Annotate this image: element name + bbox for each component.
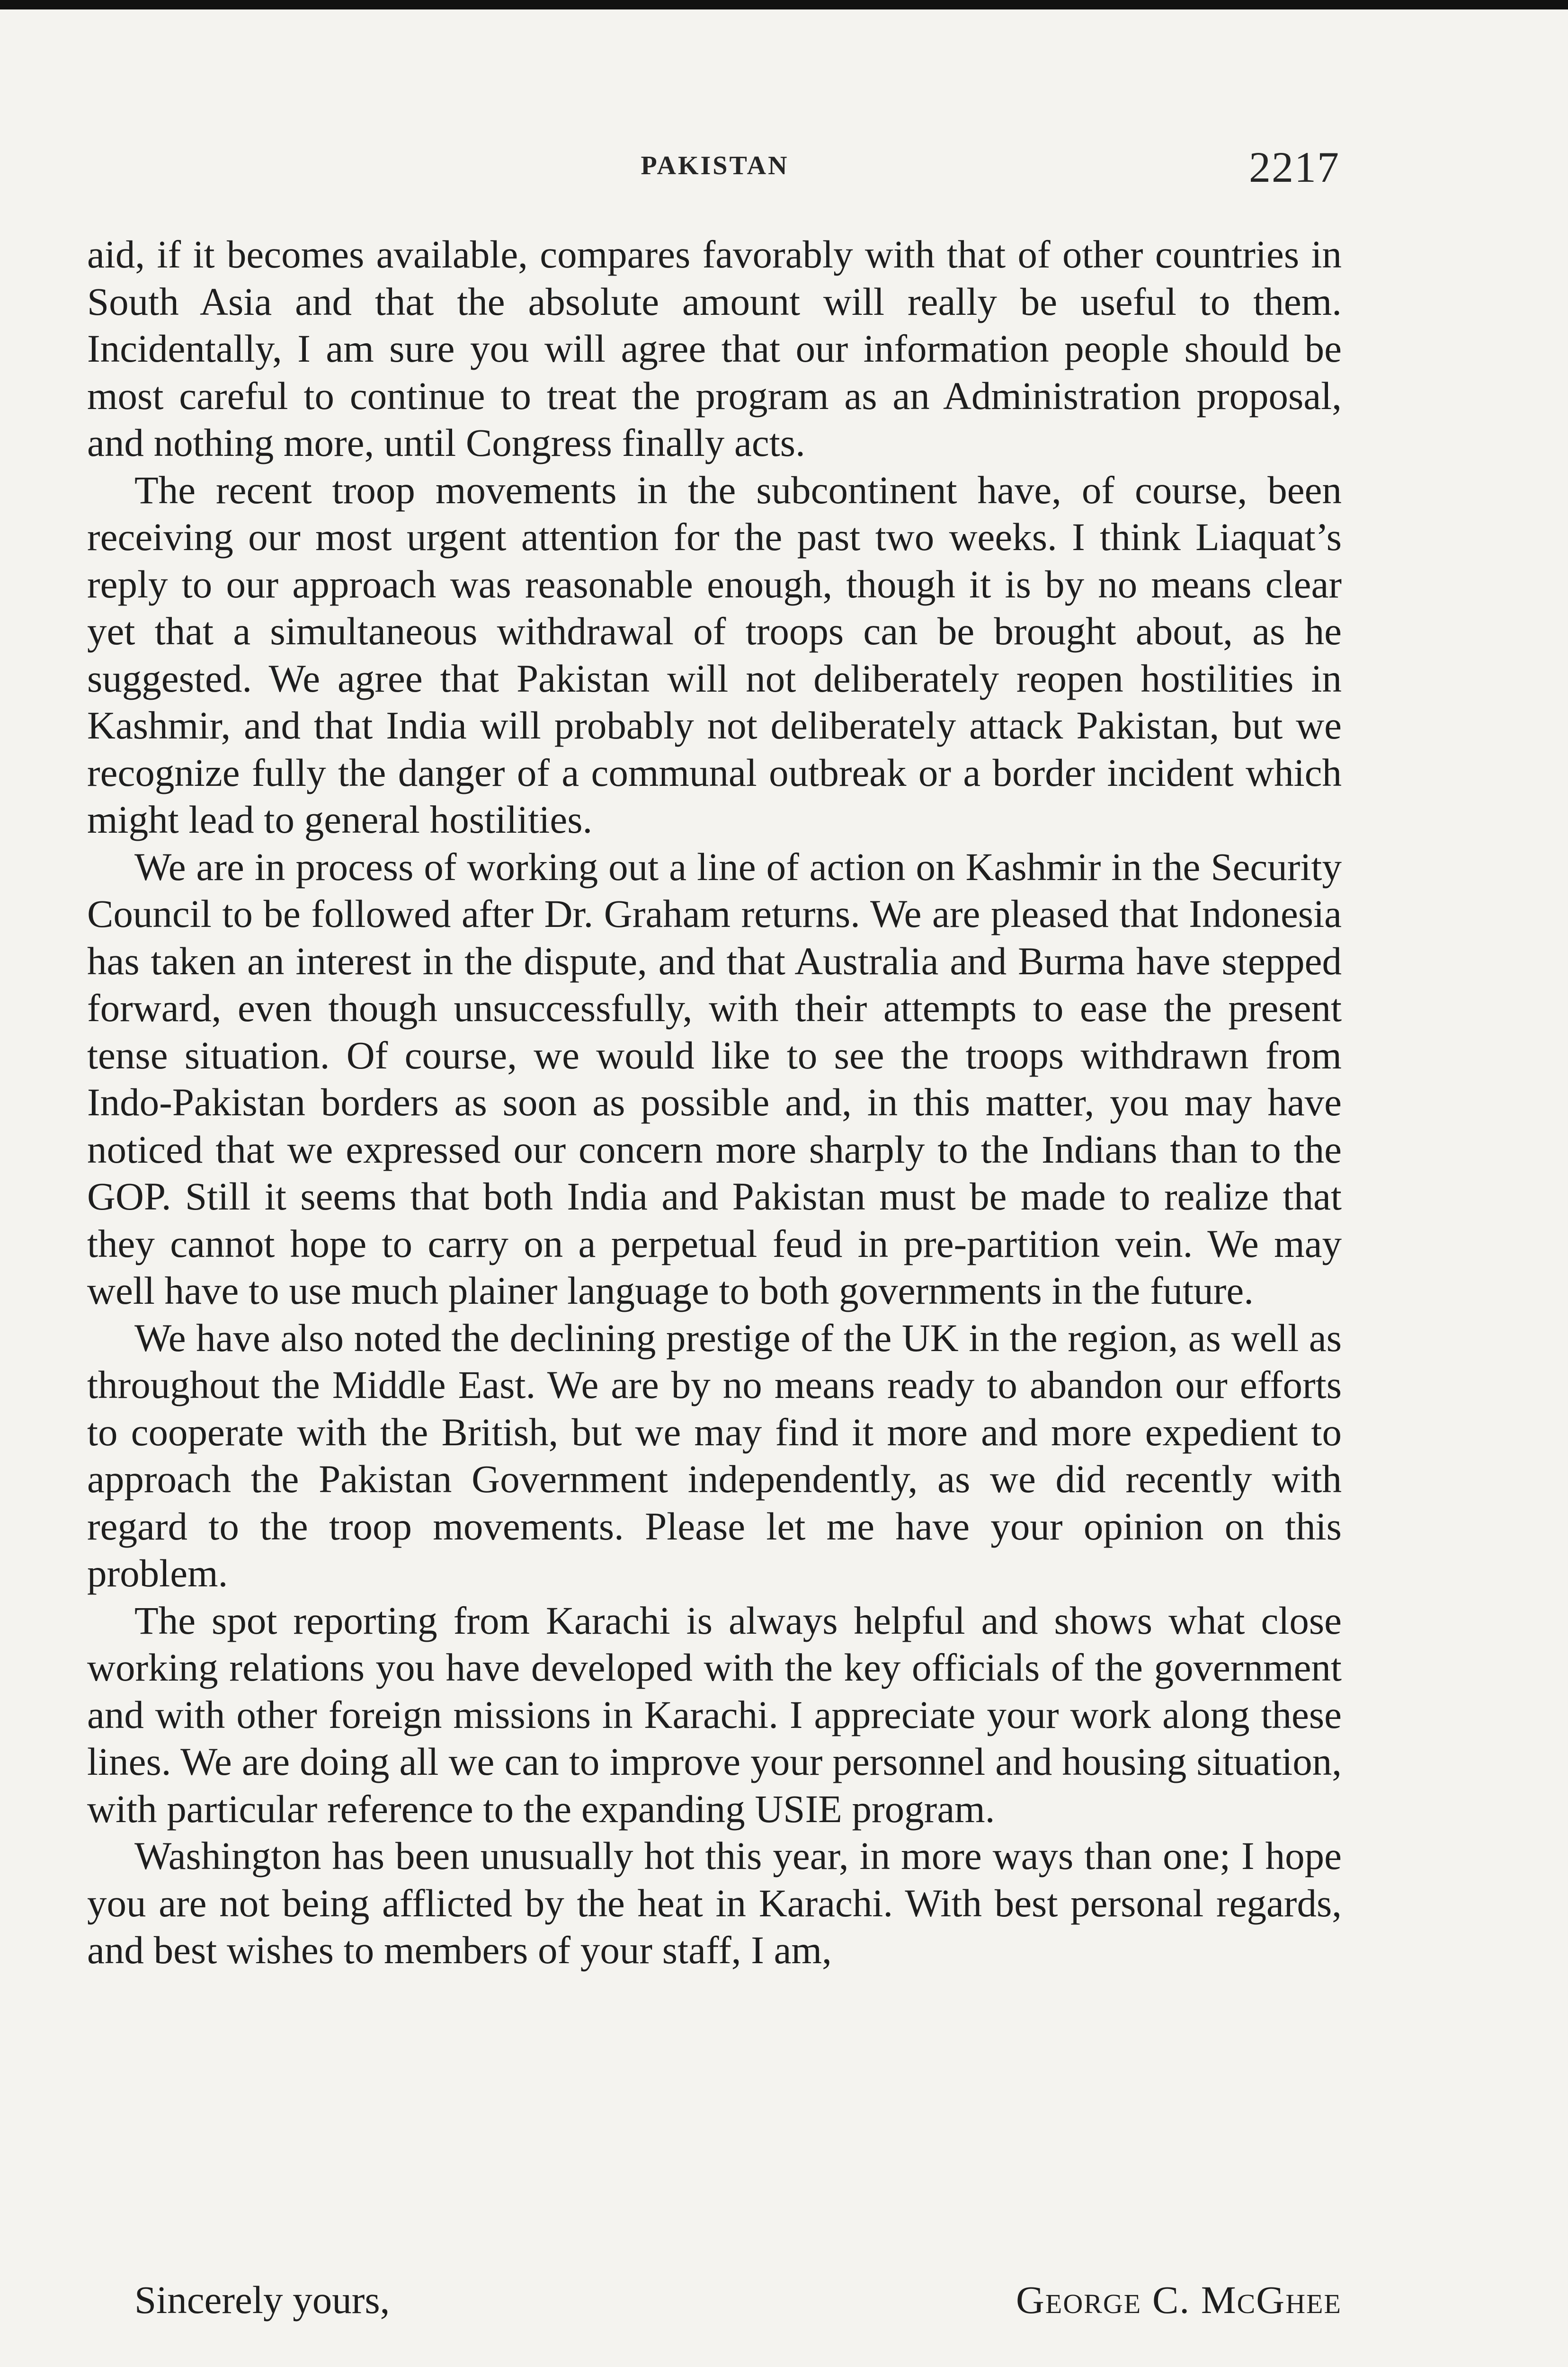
paragraph-5: The spot reporting from Karachi is always helpful and shows what close working relations you have developed with the key officials of the government and with other foreign missions in Karachi. I appreciate your work along these lines. We are doing all we can to improve your personnel and housing situation, with particular reference to the expanding USIE program. (87, 1598, 1342, 1831)
paragraph-3: We are in process of working out a line of action on Kashmir in the Security Council to be followed after Dr. Graham returns. We are pleased that Indonesia has taken an interest in the dispute, and that Australia and Burma have stepped forward, even though unsuccessfully, with their attempts to ease the present tense situation. Of course, we would like to see the troops withdrawn from Indo-Pakistan borders as soon as possible and, in this matter, you may have noticed that we expressed our concern more sharply to the Indians than to the GOP. Still it seems that both India and Pakistan must be made to realize that they cannot hope to carry on a perpetual feud in pre-partition vein. We may well have to use much plainer language to both governments in the future. (87, 845, 1342, 1312)
letter-body (87, 231, 1342, 1974)
closing-salutation: Sincerely yours, (134, 2278, 390, 2322)
page-number: 2217 (1249, 143, 1340, 191)
paragraph-6: Washington has been unusually hot this year, in more ways than one; I hope you are not being afflicted by the heat in Karachi. With best personal regards, and best wishes to members of your staff, I am, (87, 1834, 1342, 1972)
top-border-rule (0, 0, 1568, 9)
signature: George C. McGhee (1016, 2278, 1342, 2322)
running-title: PAKISTAN (641, 151, 789, 180)
letter-closing (87, 2277, 1342, 2329)
paragraph-2: The recent troop movements in the subcontinent have, of course, been receiving our most urgent attention for the past two weeks. I think Liaquat’s reply to our approach was reasonable enough, though it is by no means clear yet that a simultaneous withdrawal of troops can be brought about, as he suggested. We agree that Pakistan will not deliberately reopen hostilities in Kashmir, and that India will probably not deliberately attack Pakistan, but we recognize fully the danger of a communal outbreak or a border incident which might lead to general hostilities. (87, 468, 1342, 841)
paragraph-1: aid, if it becomes available, compares favorably with that of other countries in South Asia and that the absolute amount will really be useful to them. Incidentally, I am sure you will agree that our information people should be most careful to continue to treat the program as an Administration proposal, and nothing more, until Congress finally acts. (87, 232, 1342, 464)
running-head (90, 142, 1340, 194)
paragraph-4: We have also noted the declining prestige of the UK in the region, as well as throughout the Middle East. We are by no means ready to abandon our efforts to cooperate with the British, but we may find it more and more expedient to approach the Pakistan Government independently, as we did recently with regard to the troop movements. Please let me have your opinion on this problem. (87, 1316, 1342, 1595)
